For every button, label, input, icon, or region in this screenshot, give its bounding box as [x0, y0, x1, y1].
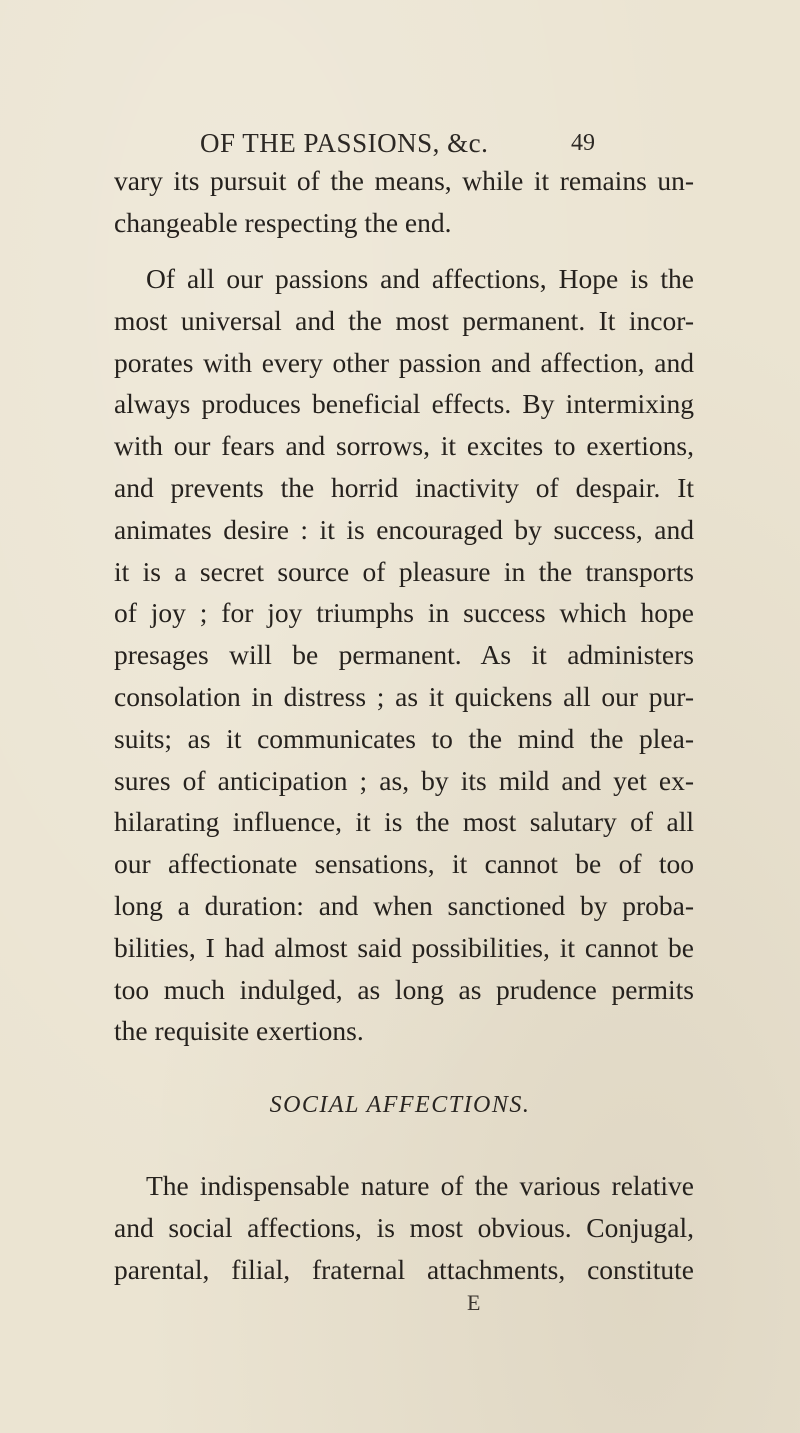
paragraph-hope — [114, 258, 694, 1052]
text-line: too much indulged, as long as prudence permits — [114, 973, 694, 1005]
text-line: most universal and the most permanent. It incor- — [114, 304, 694, 336]
text-line: sures of anticipation ; as, by its mild and yet ex- — [114, 764, 694, 796]
signature-mark: E — [467, 1290, 481, 1315]
text-line: always produces beneficial effects. By intermixing — [114, 388, 694, 420]
paragraph-social — [114, 1165, 694, 1290]
text-line: and social affections, is most obvious. Conjugal, — [114, 1211, 694, 1243]
text-line: and prevents the horrid inactivity of despair. It — [114, 471, 694, 503]
text-line: the requisite exertions. — [114, 1015, 364, 1047]
text-line: parental, filial, fraternal attachments, constitute — [114, 1253, 694, 1285]
text-line: bilities, I had almost said possibilities, it cannot be — [114, 931, 694, 963]
text-line: long a duration: and when sanctioned by proba- — [114, 889, 694, 921]
text-line: suits; as it communicates to the mind the plea- — [114, 722, 694, 754]
running-title: OF THE PASSIONS, &c. — [200, 128, 489, 158]
page-number: 49 — [571, 130, 595, 156]
text-line: consolation in distress ; as it quickens all our pur- — [114, 680, 694, 712]
text-line: Of all our passions and affections, Hope is the — [146, 263, 694, 294]
text-line: hilarating influence, it is the most salutary of all — [114, 806, 694, 838]
text-line: it is a secret source of pleasure in the transports — [114, 555, 694, 587]
text-line: changeable respecting the end. — [114, 206, 452, 238]
text-line: with our fears and sorrows, it excites to exertions, — [114, 430, 694, 462]
paragraph-continuation — [114, 160, 694, 244]
text-line: The indispensable nature of the various relative — [146, 1170, 694, 1201]
text-line: animates desire : it is encouraged by success, and — [114, 513, 694, 545]
text-line: porates with every other passion and affection, and — [114, 346, 694, 378]
section-heading: SOCIAL AFFECTIONS. — [269, 1092, 531, 1118]
text-line: our affectionate sensations, it cannot be of too — [114, 848, 694, 880]
text-line: presages will be permanent. As it administers — [114, 639, 694, 671]
text-line: of joy ; for joy triumphs in success which hope — [114, 597, 694, 629]
text-line: vary its pursuit of the means, while it remains un- — [114, 165, 694, 196]
